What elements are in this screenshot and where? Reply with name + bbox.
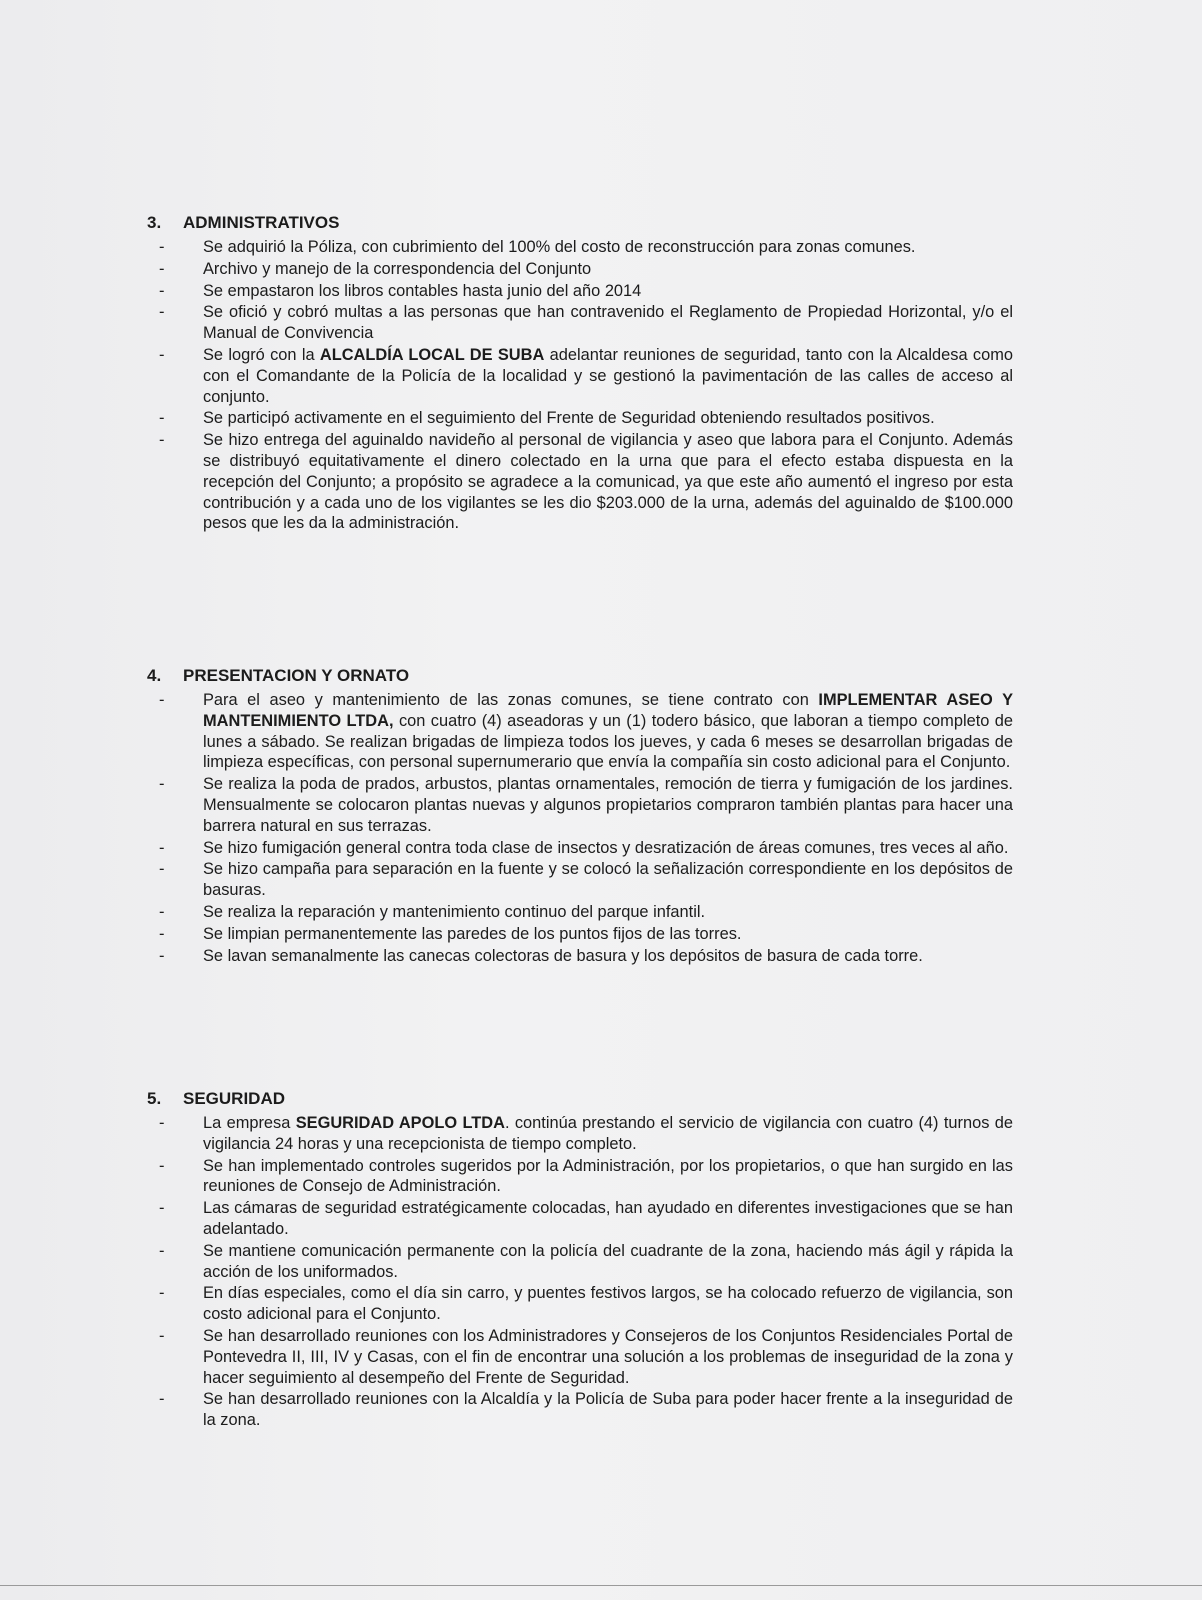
list-item — [147, 1198, 1013, 1240]
item-text: Se han desarrollado reuniones con los Administradores y Consejeros de los Conjuntos Residenciales Portal de Pontevedra II, III, IV y Casas, con el fin de encontrar una solución a los problemas de inseguridad de la zona y hacer seguimiento al desempeño del Frente de Seguridad. — [203, 1326, 1013, 1387]
list-item — [147, 1283, 1013, 1325]
bullet-dash: - — [159, 1156, 165, 1175]
item-text: adelantar reuniones de seguridad, tanto con la Alcaldesa como con el Comandante de la Policía de la localidad y se gestionó la pavimentación de las calles de acceso al conjunto. — [203, 345, 1013, 406]
bullet-dash: - — [159, 1199, 165, 1218]
item-text: Se hizo campaña para separación en la fuente y se colocó la señalización correspondiente en los depósitos de basuras. — [203, 860, 1013, 900]
list-item — [147, 1156, 1013, 1198]
section-heading: SEGURIDAD — [183, 1089, 286, 1108]
item-text: Se han implementado controles sugeridos por la Administración, por los propietarios, o que han surgido en las reuniones de Consejo de Administración. — [203, 1156, 1013, 1196]
list-item — [147, 690, 1013, 773]
list-item — [147, 946, 1013, 967]
item-text: Archivo y manejo de la correspondencia del Conjunto — [203, 259, 592, 278]
item-text: Se logró con la — [203, 345, 320, 364]
item-text: Se realiza la poda de prados, arbustos, plantas ornamentales, remoción de tierra y fumigación de los jardines. Mensualmente se colocaron plantas nuevas y algunos propietarios compraron también plantas para hacer una barrera natural en sus terrazas. — [203, 775, 1013, 835]
bullet-dash: - — [159, 1284, 165, 1303]
list-item — [147, 902, 1013, 923]
section-seguridad — [147, 1089, 1013, 1432]
bullet-dash: - — [159, 1241, 165, 1260]
item-text: Se realiza la reparación y mantenimiento continuo del parque infantil. — [203, 902, 706, 921]
section-number: 4. — [147, 666, 162, 685]
list-item — [147, 774, 1013, 836]
list-item — [147, 302, 1013, 344]
list-item — [147, 1241, 1013, 1283]
bullet-dash: - — [159, 902, 165, 921]
bullet-dash: - — [159, 281, 165, 300]
section-presentacion-ornato — [147, 666, 1013, 967]
list-item — [147, 237, 1013, 258]
bullet-dash: - — [159, 409, 165, 428]
list-item — [147, 859, 1013, 901]
section-title — [147, 1089, 1013, 1109]
item-text: Se mantiene comunicación permanente con la policía del cuadrante de la zona, haciendo más ágil y rápida la acción de los uniformados. — [203, 1241, 1013, 1281]
list-item — [147, 1389, 1013, 1431]
bullet-dash: - — [159, 924, 165, 943]
list-item — [147, 345, 1013, 407]
item-text: . continúa prestando el servicio de vigilancia con cuatro (4) turnos de vigilancia 24 horas y una recepcionista de tiempo completo. — [203, 1114, 1013, 1153]
list-item — [147, 281, 1013, 302]
bullet-dash: - — [159, 691, 165, 709]
scan-edge-line — [0, 1585, 1202, 1586]
item-text: Se adquirió la Póliza, con cubrimiento del 100% del costo de reconstrucción para zonas comunes. — [203, 238, 916, 256]
list-item — [147, 838, 1013, 859]
bullet-dash: - — [159, 345, 165, 364]
bold-text: IMPLEMENTAR ASEO Y MANTENIMIENTO LTDA, — [203, 691, 1014, 730]
section-number: 5. — [147, 1089, 162, 1108]
item-text: Se empastaron los libros contables hasta junio del año 2014 — [203, 281, 642, 300]
bold-text: ALCALDÍA LOCAL DE SUBA — [319, 345, 545, 364]
section-title — [147, 213, 1013, 233]
bullet-dash: - — [159, 1114, 165, 1132]
item-text: La empresa — [203, 1114, 296, 1132]
bullet-dash: - — [159, 259, 165, 278]
item-list — [147, 690, 1013, 966]
item-text: Se hizo fumigación general contra toda clase de insectos y desratización de áreas comunes, tres veces al año. — [203, 838, 1009, 857]
item-text: Las cámaras de seguridad estratégicamente colocadas, han ayudado en diferentes investigaciones que se han adelantado. — [203, 1199, 1013, 1238]
item-text: En días especiales, como el día sin carro, y puentes festivos largos, se ha colocado refuerzo de vigilancia, son costo adicional para el Conjunto. — [203, 1284, 1013, 1324]
list-item — [147, 408, 1013, 429]
bullet-dash: - — [159, 1326, 165, 1345]
item-text: Se participó activamente en el seguimiento del Frente de Seguridad obteniendo resultados positivos. — [203, 409, 935, 428]
item-text: Se ofició y cobró multas a las personas que han contravenido el Reglamento de Propiedad Horizontal, y/o el Manual de Convivencia — [203, 303, 1013, 343]
section-heading: ADMINISTRATIVOS — [183, 213, 340, 232]
bullet-dash: - — [159, 946, 165, 965]
item-text: Para el aseo y mantenimiento de las zonas comunes, se tiene contrato con — [203, 691, 819, 709]
section-title — [147, 666, 1013, 686]
bullet-dash: - — [159, 238, 165, 256]
list-item — [147, 1113, 1013, 1155]
bullet-dash: - — [159, 1390, 165, 1409]
bullet-dash: - — [159, 860, 165, 879]
bullet-dash: - — [159, 838, 165, 857]
item-text: Se han desarrollado reuniones con la Alcaldía y la Policía de Suba para poder hacer frente a la inseguridad de la zona. — [203, 1390, 1013, 1430]
item-text: Se limpian permanentemente las paredes de los puntos fijos de las torres. — [203, 924, 742, 943]
item-list — [147, 1113, 1013, 1431]
section-administrativos — [147, 213, 1013, 535]
bullet-dash: - — [159, 775, 165, 794]
list-item — [147, 259, 1013, 280]
item-text: Se lavan semanalmente las canecas colectoras de basura y los depósitos de basura de cada torre. — [203, 946, 923, 965]
bold-text: SEGURIDAD APOLO LTDA — [295, 1114, 505, 1132]
list-item — [147, 924, 1013, 945]
bullet-dash: - — [159, 431, 165, 450]
section-number: 3. — [147, 213, 162, 232]
bullet-dash: - — [159, 303, 165, 322]
item-text: con cuatro (4) aseadoras y un (1) todero básico, que laboran a tiempo completo de lunes a sábado. Se realizan brigadas de limpieza todos los jueves, y cada 6 meses se desarrollan brigadas de limpieza específicas, con personal supernumerario que envía la compañía sin costo adicional para el Conjunto. — [203, 711, 1013, 772]
item-list — [147, 237, 1013, 534]
item-text: Se hizo entrega del aguinaldo navideño al personal de vigilancia y aseo que labora para el Conjunto. Además se distribuyó equitativamente el dinero colectado en la urna que para el efecto estaba dispuesta en la recepción del Conjunto; a propósito se agradece a la comunicad, ya que este año aumentó el ingreso por esta contribución y a cada uno de los vigilantes se les dio $203.000 de la urna, además del aguinaldo de $100.000 pesos que les da la administración. — [203, 431, 1013, 533]
section-heading: PRESENTACION Y ORNATO — [183, 666, 410, 685]
list-item — [147, 1326, 1013, 1388]
list-item — [147, 430, 1013, 534]
